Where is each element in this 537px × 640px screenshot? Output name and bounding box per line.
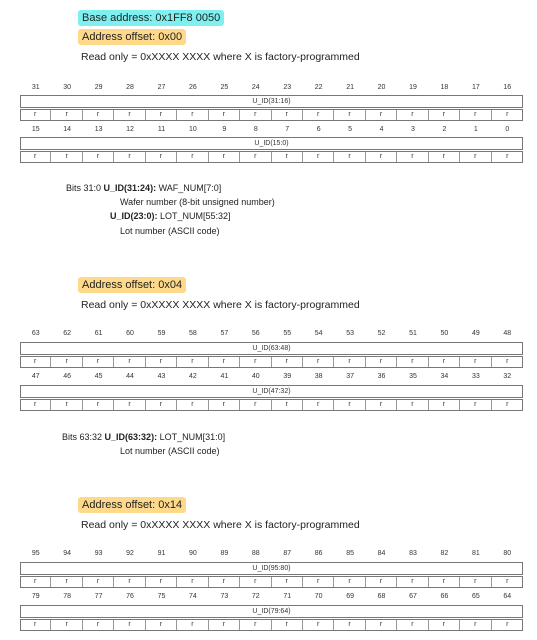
access-cell: r [429, 620, 460, 630]
access-cell: r [240, 620, 271, 630]
access-cell: r [51, 357, 82, 367]
bit-number: 34 [440, 373, 449, 380]
access-cell: r [429, 577, 460, 587]
bit-number: 37 [346, 373, 354, 380]
access-cell: r [114, 620, 145, 630]
bit-number: 65 [471, 593, 480, 600]
bit-number: 95 [31, 550, 40, 557]
bit-number: 6 [316, 126, 321, 133]
offset-label-0x14: Address offset: 0x14 [78, 497, 186, 513]
access-cell: r [506, 621, 509, 628]
bit-number: 32 [503, 373, 512, 380]
access-cell: r [20, 357, 51, 367]
bit-number: 21 [346, 84, 354, 91]
bit-number: 51 [409, 330, 417, 337]
access-cell: r [334, 152, 365, 162]
bit-number: 53 [346, 330, 354, 337]
field-value: LOT_NUM[31:0] [157, 432, 226, 442]
field-value: LOT_NUM[55:32] [157, 211, 231, 221]
access-cell: r [83, 152, 114, 162]
access-cell: r [240, 152, 271, 162]
bit-number: 84 [377, 550, 386, 557]
bit-number: 36 [377, 373, 386, 380]
bit-detail: Wafer number (8-bit unsigned number) [120, 197, 275, 207]
bit-number: 31 [31, 84, 40, 91]
access-cell: r [506, 401, 509, 408]
access-cell: r [177, 400, 208, 410]
bit-number: 85 [346, 550, 354, 557]
offset-label-0x04: Address offset: 0x04 [78, 277, 186, 293]
access-cell: r [397, 620, 428, 630]
field-name: U_ID(63:32): [104, 432, 158, 442]
bit-number: 20 [377, 84, 386, 91]
bit-number: 46 [63, 373, 72, 380]
bit-number: 5 [348, 126, 353, 133]
reset-note: Read only = 0xXXXX XXXX where X is factory-programmed [81, 299, 360, 311]
reset-note: Read only = 0xXXXX XXXX where X is factory-programmed [81, 519, 360, 531]
bit-number: 38 [314, 373, 323, 380]
bit-number: 40 [251, 373, 260, 380]
access-cell: r [177, 152, 208, 162]
bit-number: 86 [314, 550, 323, 557]
bit-number: 16 [503, 84, 512, 91]
access-cell: r [177, 110, 208, 120]
bit-number: 73 [220, 593, 229, 600]
access-cell: r [114, 357, 145, 367]
bit-number: 59 [157, 330, 166, 337]
bit-number: 66 [440, 593, 449, 600]
access-cell: r [429, 357, 460, 367]
access-cell: r [51, 110, 82, 120]
bit-number: 63 [31, 330, 40, 337]
bit-number: 35 [409, 373, 417, 380]
access-row [20, 356, 523, 368]
access-cell: r [334, 577, 365, 587]
access-cell: r [506, 111, 509, 118]
bit-number: 82 [440, 550, 449, 557]
access-cell: r [272, 577, 303, 587]
bit-number: 83 [409, 550, 417, 557]
bit-number: 29 [94, 84, 103, 91]
access-cell: r [146, 110, 177, 120]
access-cell: r [506, 153, 509, 160]
access-cell: r [506, 358, 509, 365]
bit-number: 80 [503, 550, 512, 557]
access-cell: r [272, 357, 303, 367]
access-cell: r [272, 152, 303, 162]
bit-number: 13 [94, 126, 103, 133]
bit-number: 23 [283, 84, 292, 91]
access-cell: r [209, 577, 240, 587]
bit-number: 4 [379, 126, 384, 133]
access-cell: r [83, 357, 114, 367]
access-cell: r [397, 357, 428, 367]
bit-number: 92 [126, 550, 134, 557]
offset-label-0x00: Address offset: 0x00 [78, 29, 186, 45]
bit-description [62, 431, 225, 443]
bit-number: 71 [283, 593, 292, 600]
bit-number: 93 [94, 550, 103, 557]
access-cell: r [460, 357, 491, 367]
access-cell: r [114, 152, 145, 162]
base-address-label: Base address: 0x1FF8 0050 [78, 10, 224, 26]
bit-number: 41 [220, 373, 229, 380]
access-row [20, 576, 523, 588]
bit-number: 30 [63, 84, 72, 91]
bit-number: 0 [505, 126, 510, 133]
access-cell: r [334, 110, 365, 120]
access-cell: r [209, 620, 240, 630]
bit-number: 56 [251, 330, 260, 337]
access-cell: r [334, 400, 365, 410]
access-cell: r [20, 110, 51, 120]
access-cell: r [429, 152, 460, 162]
bit-number: 67 [409, 593, 417, 600]
bit-number: 58 [189, 330, 197, 337]
bit-number: 50 [440, 330, 449, 337]
access-cell: r [240, 400, 271, 410]
access-row [20, 151, 523, 163]
bit-number: 3 [411, 126, 415, 133]
access-row [20, 109, 523, 121]
access-cell: r [460, 620, 491, 630]
access-cell: r [20, 152, 51, 162]
bits-range: Bits 31:0 [66, 183, 102, 193]
register-field: U_ID(79:64) [20, 605, 523, 618]
bit-number: 19 [409, 84, 417, 91]
access-cell: r [303, 152, 334, 162]
bit-number: 42 [189, 373, 197, 380]
register-field: U_ID(95:80) [20, 562, 523, 575]
bit-number: 87 [283, 550, 292, 557]
access-cell: r [240, 110, 271, 120]
bit-number: 55 [283, 330, 292, 337]
bit-number: 88 [251, 550, 260, 557]
bit-number: 24 [251, 84, 260, 91]
access-cell: r [397, 400, 428, 410]
bit-number: 18 [440, 84, 449, 91]
reset-note: Read only = 0xXXXX XXXX where X is factory-programmed [81, 51, 360, 63]
bit-number: 39 [283, 373, 292, 380]
bit-number: 9 [222, 126, 227, 133]
bit-number: 61 [94, 330, 103, 337]
access-cell: r [397, 152, 428, 162]
bit-number: 25 [220, 84, 229, 91]
bit-number: 68 [377, 593, 386, 600]
access-cell: r [20, 620, 51, 630]
bit-number: 75 [157, 593, 166, 600]
bit-number: 10 [189, 126, 197, 133]
access-cell: r [209, 152, 240, 162]
bit-number: 17 [471, 84, 480, 91]
access-cell: r [20, 400, 51, 410]
bit-number: 64 [503, 593, 512, 600]
access-cell: r [303, 577, 334, 587]
bit-number: 54 [314, 330, 323, 337]
bit-number: 52 [377, 330, 386, 337]
bit-numbers-high [20, 548, 523, 560]
bit-number: 11 [157, 126, 166, 133]
access-cell: r [51, 152, 82, 162]
access-cell: r [366, 110, 397, 120]
access-cell: r [146, 357, 177, 367]
access-cell: r [240, 577, 271, 587]
bit-number: 79 [31, 593, 40, 600]
bit-number: 26 [189, 84, 197, 91]
bit-number: 7 [285, 126, 290, 133]
bit-number: 91 [157, 550, 166, 557]
register-field: U_ID(63:48) [20, 342, 523, 355]
access-cell: r [114, 110, 145, 120]
access-cell: r [177, 577, 208, 587]
bits-range: Bits 63:32 [62, 432, 103, 442]
register-field: U_ID(47:32) [20, 385, 523, 398]
access-cell: r [366, 620, 397, 630]
access-cell: r [303, 357, 334, 367]
bit-number: 90 [189, 550, 197, 557]
access-cell: r [83, 110, 114, 120]
access-cell: r [146, 577, 177, 587]
bit-number: 72 [251, 593, 260, 600]
bit-number: 48 [503, 330, 512, 337]
access-cell: r [146, 620, 177, 630]
access-cell: r [177, 357, 208, 367]
register-field: U_ID(31:16) [20, 95, 523, 108]
access-cell: r [272, 400, 303, 410]
access-cell: r [429, 400, 460, 410]
bit-number: 81 [471, 550, 480, 557]
bit-description [110, 210, 231, 222]
bit-number: 45 [94, 373, 103, 380]
access-cell: r [460, 400, 491, 410]
access-cell: r [460, 110, 491, 120]
bit-number: 33 [471, 373, 480, 380]
access-cell: r [397, 110, 428, 120]
bit-number: 27 [157, 84, 166, 91]
access-cell: r [366, 400, 397, 410]
access-cell: r [83, 620, 114, 630]
access-cell: r [334, 357, 365, 367]
access-cell: r [177, 620, 208, 630]
access-cell: r [209, 110, 240, 120]
bit-number: 43 [157, 373, 166, 380]
bit-number: 49 [471, 330, 480, 337]
access-cell: r [83, 400, 114, 410]
bit-numbers-low [20, 371, 523, 383]
bit-number: 8 [253, 126, 258, 133]
access-cell: r [460, 577, 491, 587]
register-field: U_ID(15:0) [20, 137, 523, 150]
bit-number: 22 [314, 84, 323, 91]
bit-number: 60 [126, 330, 134, 337]
access-cell: r [303, 620, 334, 630]
access-cell: r [114, 577, 145, 587]
bit-number: 70 [314, 593, 323, 600]
access-cell: r [51, 620, 82, 630]
bit-number: 69 [346, 593, 354, 600]
access-cell: r [114, 400, 145, 410]
access-cell: r [334, 620, 365, 630]
bit-number: 14 [63, 126, 72, 133]
access-row [20, 619, 523, 631]
access-cell: r [209, 400, 240, 410]
access-cell: r [506, 578, 509, 585]
access-cell: r [20, 577, 51, 587]
access-cell: r [146, 400, 177, 410]
bit-number: 1 [473, 126, 478, 133]
bit-numbers-low [20, 591, 523, 603]
access-cell: r [51, 577, 82, 587]
field-name: U_ID(31:24): [103, 183, 157, 193]
access-cell: r [272, 110, 303, 120]
bit-number: 12 [126, 126, 134, 133]
access-cell: r [303, 110, 334, 120]
bit-number: 57 [220, 330, 229, 337]
access-cell: r [460, 152, 491, 162]
bit-numbers-low [20, 124, 523, 136]
access-cell: r [146, 152, 177, 162]
bit-number: 62 [63, 330, 72, 337]
access-cell: r [240, 357, 271, 367]
access-cell: r [366, 357, 397, 367]
bit-number: 44 [126, 373, 134, 380]
bit-number: 78 [63, 593, 72, 600]
bit-detail: Lot number (ASCII code) [120, 226, 220, 236]
bit-number: 15 [31, 126, 40, 133]
bit-number: 47 [31, 373, 40, 380]
access-cell: r [272, 620, 303, 630]
bit-numbers-high [20, 82, 523, 94]
access-cell: r [303, 400, 334, 410]
bit-numbers-high [20, 328, 523, 340]
bit-number: 2 [442, 126, 447, 133]
bit-number: 76 [126, 593, 134, 600]
access-cell: r [366, 577, 397, 587]
access-row [20, 399, 523, 411]
bit-number: 28 [126, 84, 134, 91]
access-cell: r [83, 577, 114, 587]
field-name: U_ID(23:0): [110, 211, 158, 221]
access-cell: r [429, 110, 460, 120]
bit-number: 74 [189, 593, 197, 600]
access-cell: r [366, 152, 397, 162]
access-cell: r [51, 400, 82, 410]
bit-description [66, 182, 221, 194]
bit-detail: Lot number (ASCII code) [120, 446, 220, 456]
bit-number: 77 [94, 593, 103, 600]
bit-number: 89 [220, 550, 229, 557]
access-cell: r [209, 357, 240, 367]
field-value: WAF_NUM[7:0] [156, 183, 222, 193]
access-cell: r [397, 577, 428, 587]
bit-number: 94 [63, 550, 72, 557]
